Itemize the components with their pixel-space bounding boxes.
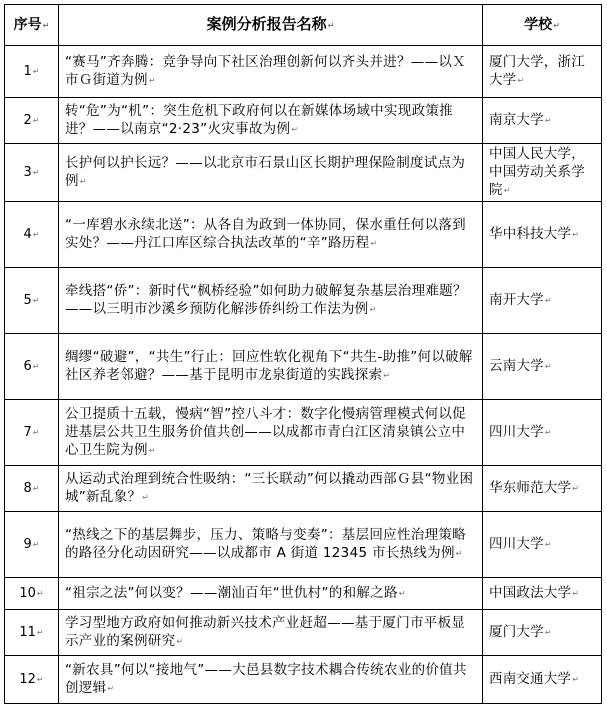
table-row	[5, 144, 602, 202]
row-school: 华东师范大学↵	[483, 466, 602, 512]
row-school: 四川大学↵	[483, 512, 602, 578]
row-index: 12↵	[5, 656, 59, 704]
row-index: 9↵	[5, 512, 59, 578]
table-row	[5, 578, 602, 610]
row-school: 南开大学↵	[483, 268, 602, 334]
table-row	[5, 656, 602, 704]
row-index: 10↵	[5, 578, 59, 610]
row-index: 11↵	[5, 610, 59, 656]
row-title: 转“危”为“机”：突生危机下政府何以在新媒体场域中实现政策推进？——以南京“2·23”火灾事故为例↵	[59, 98, 483, 144]
row-school: 厦门大学↵	[483, 610, 602, 656]
row-title: 学习型地方政府如何推动新兴技术产业赶超——基于厦门市平板显示产业的案例研究↵	[59, 610, 483, 656]
row-title: “赛马”齐奔腾：竞争导向下社区治理创新何以齐头并进？——以Ｘ市Ｇ街道为例↵	[59, 46, 483, 98]
header-title: 案例分析报告名称↵	[59, 5, 483, 46]
table-row	[5, 268, 602, 334]
case-report-table	[4, 4, 602, 704]
table-row	[5, 202, 602, 268]
row-school: 南京大学↵	[483, 98, 602, 144]
row-title: 公卫提质十五载，慢病“智”控八斗才：数字化慢病管理模式何以促进基层公共卫生服务价值共创——以成都市青白江区清泉镇公立中心卫生院为例↵	[59, 400, 483, 466]
row-school: 云南大学↵	[483, 334, 602, 400]
table-row	[5, 98, 602, 144]
header-index: 序号↵	[5, 5, 59, 46]
row-index: 4↵	[5, 202, 59, 268]
row-title: 绸缪“破避”，“共生”行止：回应性软化视角下“共生-助推”何以破解社区养老邻避？——基于昆明市龙泉街道的实践探索↵	[59, 334, 483, 400]
row-school: 中国人民大学，中国劳动关系学院↵	[483, 144, 602, 202]
row-title: “一库碧水永续北送”：从各自为政到一体协同，保水重任何以落到实处？——丹江口库区综合执法改革的“辛”路历程↵	[59, 202, 483, 268]
row-school: 西南交通大学↵	[483, 656, 602, 704]
row-title: “新农具”何以“接地气”——大邑县数字技术耦合传统农业的价值共创逻辑↵	[59, 656, 483, 704]
table-row	[5, 46, 602, 98]
table-row	[5, 610, 602, 656]
header-school: 学校↵	[483, 5, 602, 46]
row-index: 1↵	[5, 46, 59, 98]
table-row	[5, 400, 602, 466]
table-row	[5, 512, 602, 578]
table-header-row	[5, 5, 602, 46]
table-row	[5, 466, 602, 512]
row-title: “祖宗之法”何以变？——潮汕百年“世仇村”的和解之路↵	[59, 578, 483, 610]
row-school: 四川大学↵	[483, 400, 602, 466]
row-title: “热线之下的基层舞步，压力、策略与变奏”：基层回应性治理策略的路径分化动因研究——以成都市 A 街道 12345 市长热线为例↵	[59, 512, 483, 578]
row-index: 2↵	[5, 98, 59, 144]
row-school: 中国政法大学↵	[483, 578, 602, 610]
row-index: 6↵	[5, 334, 59, 400]
row-index: 7↵	[5, 400, 59, 466]
row-title: 牵线搭“侨”：新时代“枫桥经验”如何助力破解复杂基层治理难题？——以三明市沙溪乡预防化解涉侨纠纷工作法为例↵	[59, 268, 483, 334]
row-school: 厦门大学，浙江大学↵	[483, 46, 602, 98]
row-title: 长护何以护长远？——以北京市石景山区长期护理保险制度试点为例↵	[59, 144, 483, 202]
row-title: 从运动式治理到统合性吸纳：“三长联动”何以撬动西部Ｇ县“物业困城”新乱象？↵	[59, 466, 483, 512]
row-index: 3↵	[5, 144, 59, 202]
row-index: 5↵	[5, 268, 59, 334]
row-school: 华中科技大学↵	[483, 202, 602, 268]
table-row	[5, 334, 602, 400]
row-index: 8↵	[5, 466, 59, 512]
